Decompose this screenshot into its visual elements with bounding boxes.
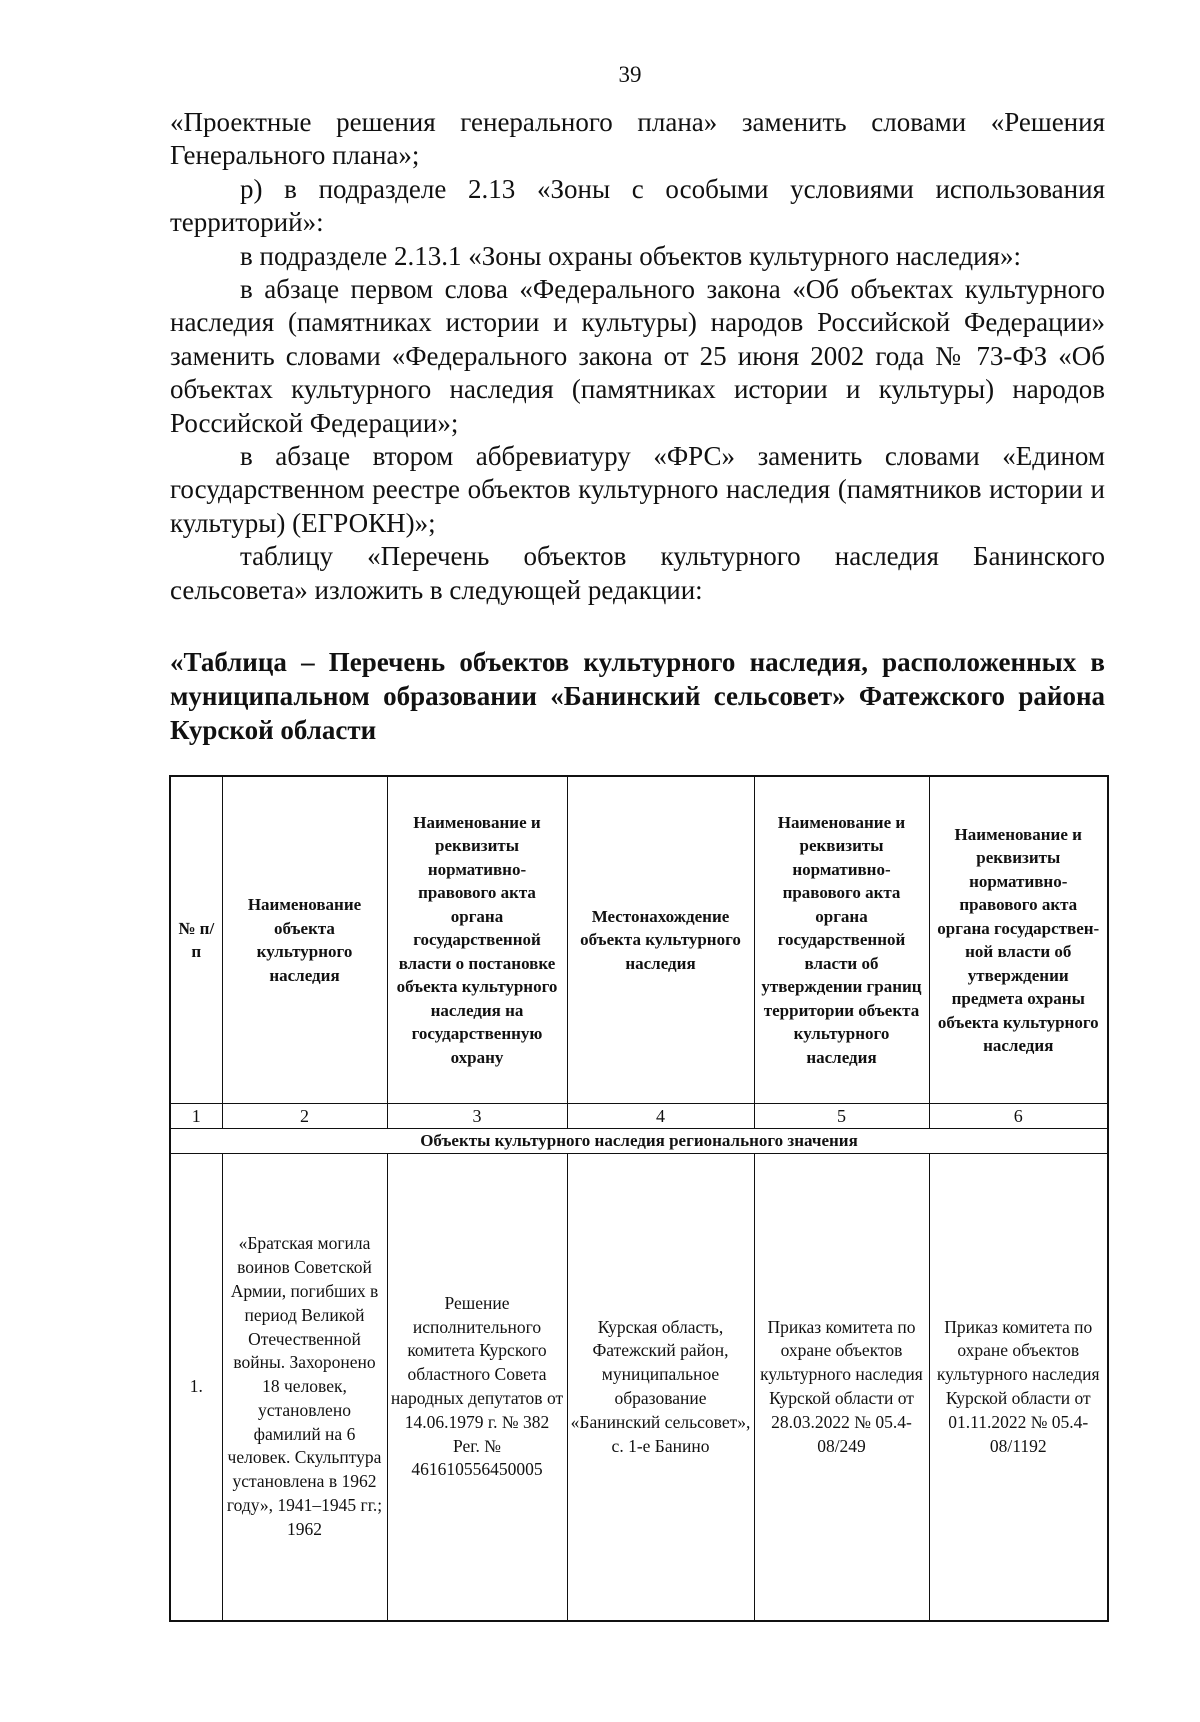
cell-registration-act: Решение исполнительного комитета Курского областного Совета народных депутатов от 14.06.1979 г. № 382 Рег. № 461610556450005 [387,1154,567,1622]
column-number: 3 [387,1104,567,1129]
column-number: 4 [567,1104,754,1129]
paragraph: в абзаце первом слова «Федерального закона «Об объектах культурного наследия (памятниках истории и культуры) народов Российской Федерации» заменить словами «Федерального закона от 25 июня 2002 года № 73-ФЗ «Об объектах культурного наследия (памятниках истории и культуры) народов Российской Федерации»; [170,274,1105,438]
header-object-name: Наименование объекта культурного наследия [222,776,387,1104]
section-row [170,1129,1108,1154]
header-number: № п/п [170,776,222,1104]
column-number: 2 [222,1104,387,1129]
header-location: Местонахождение объекта культурного наследия [567,776,754,1104]
paragraph: в подразделе 2.13.1 «Зоны охраны объектов культурного наследия»: [240,240,1021,271]
section-title: Объекты культурного наследия регионального значения [170,1129,1108,1154]
table-header-row [170,776,1108,1104]
cell-location: Курская область, Фатежский район, муниципальное образование «Банинский сельсовет», с. 1-е Банино [567,1154,754,1622]
header-registration-act: Наименование и реквизиты нормативно-правового акта органа государственной власти о постановке объекта культурного наследия на государственную охрану [387,776,567,1104]
table-row [170,1154,1108,1622]
heritage-objects-table [169,775,1109,1622]
page-number: 39 [618,62,642,87]
cell-object-name: «Братская могила воинов Советской Армии, погибших в период Великой Отечественной войны. Захоронено 18 человек, установлено фамилий на 6 человек. Скульптура установлена в 1962 году», 1941–1945 гг.; 1962 [222,1154,387,1622]
column-numbers-row [170,1104,1108,1129]
paragraph: таблицу «Перечень объектов культурного наследия Банинского сельсовета» изложить в следующей редакции: [170,541,1105,605]
paragraph: в абзаце втором аббревиатуру «ФРС» заменить словами «Едином государственном реестре объектов культурного наследия (памятников истории и культуры) (ЕГРОКН)»; [170,441,1105,538]
table-title: «Таблица – Перечень объектов культурного наследия, расположенных в муниципальном образовании «Банинский сельсовет» Фатежского района Курской области [170,647,1105,745]
header-boundaries-act: Наименование и реквизиты нормативно-правового акта органа государственной власти об утверждении границ территории объекта культурного наследия [754,776,929,1104]
cell-boundaries-act: Приказ комитета по охране объектов культурного наследия Курской области от 28.03.2022 № 05.4-08/249 [754,1154,929,1622]
column-number: 6 [929,1104,1108,1129]
paragraph: р) в подразделе 2.13 «Зоны с особыми условиями использования территорий»: [170,173,1105,238]
document-body [170,106,1105,607]
header-protection-subject-act: Наименование и реквизиты нормативно-правового акта органа государствен-ной власти об утверждении предмета охраны объекта культурного наследия [929,776,1108,1104]
column-number: 1 [170,1104,222,1129]
column-number: 5 [754,1104,929,1129]
cell-number: 1. [170,1154,222,1622]
cell-protection-subject-act: Приказ комитета по охране объектов культурного наследия Курской области от 01.11.2022 № 05.4-08/1192 [929,1154,1108,1622]
paragraph: «Проектные решения генерального плана» заменить словами «Решения Генерального плана»; [170,107,1105,171]
